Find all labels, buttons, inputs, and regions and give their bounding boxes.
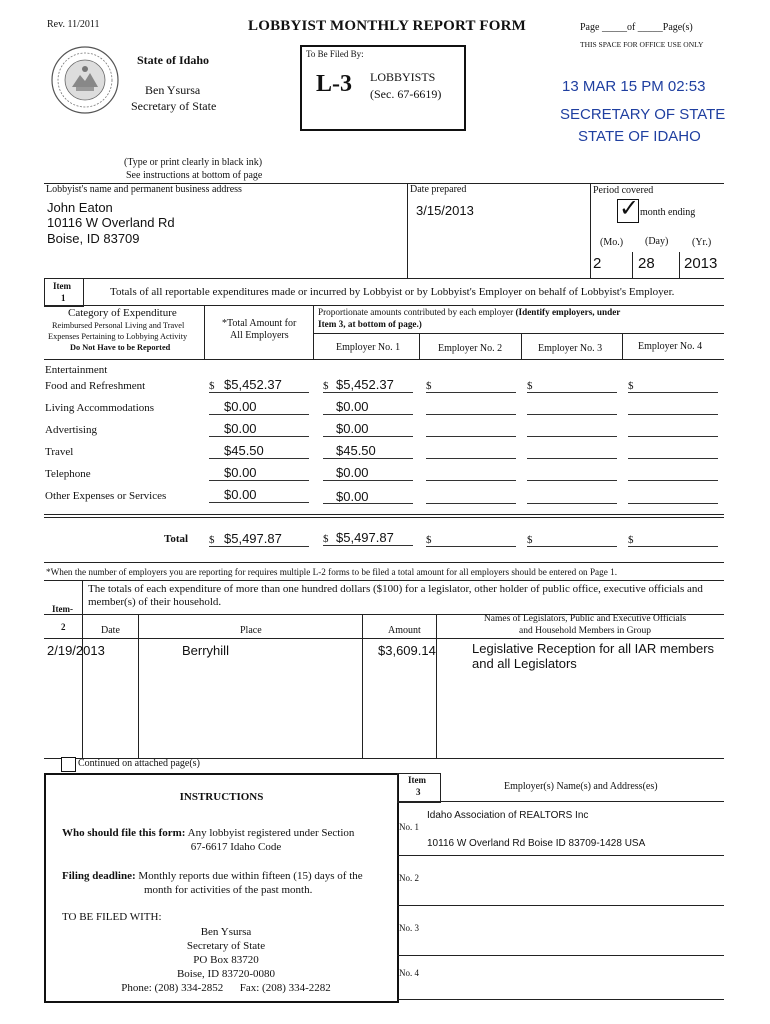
row-label: Telephone [45, 468, 91, 480]
reimbursed-note1: Reimbursed Personal Living and Travel [52, 321, 185, 330]
dollar-sign: $ [323, 533, 329, 545]
item1-box [44, 278, 84, 307]
employer1-value[interactable]: $45.50 [336, 443, 376, 458]
item2-label: Item- [52, 604, 73, 614]
item2-place[interactable]: Berryhill [182, 643, 229, 658]
deadline-text1: Monthly reports due within fifteen (15) days of the [138, 870, 363, 882]
item3-number: 3 [416, 787, 421, 797]
instructions-box [44, 773, 399, 1003]
employer-no3-label: No. 3 [399, 923, 419, 933]
form-title: LOBBYIST MONTHLY REPORT FORM [248, 18, 527, 34]
employer1-name[interactable]: Idaho Association of REALTORS Inc [427, 810, 589, 821]
lobbyist-address1[interactable]: 10116 W Overland Rd [47, 215, 175, 230]
continued-checkbox[interactable] [61, 757, 76, 772]
total-value[interactable]: $45.50 [224, 443, 264, 458]
row-entertainment-label: Entertainment [45, 364, 108, 376]
place-col-header: Place [240, 625, 262, 636]
item3-box [397, 773, 441, 803]
reimbursed-note3: Do Not Have to be Reported [70, 343, 171, 352]
employer-no1-label: No. 1 [399, 822, 419, 832]
proportionate-label [318, 307, 620, 317]
item2-heading2: member(s) of their household. [88, 596, 222, 608]
revision-label: Rev. 11/2011 [47, 19, 100, 30]
dollar-sign: $ [628, 380, 634, 392]
page-count-label: Page _____of _____Page(s) [580, 22, 693, 33]
official-title: Secretary of State [131, 99, 217, 113]
filing-address3: PO Box 83720 [193, 954, 259, 966]
to-be-filed-with: TO BE FILED WITH: [62, 911, 162, 923]
date-prepared[interactable]: 3/15/2013 [416, 203, 474, 218]
office-use-label: THIS SPACE FOR OFFICE USE ONLY [580, 40, 704, 49]
item2-heading1: The totals of each expenditure of more than one hundred dollars ($100) for a legislator, other holder of public office, executive officials and [88, 583, 703, 595]
row-label: Living Accommodations [45, 402, 155, 414]
filing-address1: Ben Ysursa [200, 926, 252, 938]
item2-date[interactable]: 2/19/2013 [47, 643, 105, 658]
yr-label: (Yr.) [692, 237, 712, 248]
total-value[interactable]: $5,452.37 [224, 377, 282, 392]
continued-label: Continued on attached page(s) [78, 758, 200, 769]
lobbyist-name[interactable]: John Eaton [47, 200, 113, 215]
names-col-header2: and Household Members in Group [519, 626, 651, 636]
month-ending-label: month ending [640, 207, 696, 218]
state-seal-icon [50, 45, 120, 115]
employer1-address[interactable]: 10116 W Overland Rd Boise ID 83709-1428 USA [427, 838, 646, 849]
date-prepared-label: Date prepared [410, 184, 467, 195]
who-text1: Any lobbyist registered under Section [187, 827, 355, 839]
employer1-value[interactable]: $0.00 [336, 489, 369, 504]
period-day[interactable]: 28 [638, 255, 655, 272]
employer-2-header: Employer No. 2 [438, 343, 503, 354]
item1-label: Item [53, 281, 71, 291]
item2-amount[interactable]: $3,609.14 [378, 643, 436, 658]
employer-4-header: Employer No. 4 [638, 341, 703, 352]
who-text2: 67-6617 Idaho Code [190, 841, 282, 853]
employer1-value[interactable]: $0.00 [336, 421, 369, 436]
dollar-sign: $ [209, 534, 215, 546]
dollar-sign: $ [323, 380, 329, 392]
item1-footnote: *When the number of employers you are reporting for requires multiple L-2 forms to be filed a total amount for all employers should be entered on Page 1. [46, 567, 617, 577]
employer-no2-label: No. 2 [399, 873, 419, 883]
form-section: (Sec. 67-6619) [370, 87, 442, 101]
proportionate-bold2: Item 3, at bottom of page.) [318, 319, 422, 329]
official-name: Ben Ysursa [145, 83, 201, 97]
item2-names2[interactable]: and all Legislators [472, 656, 577, 671]
row-label: Advertising [45, 424, 97, 436]
received-stamp-line2: STATE OF IDAHO [578, 128, 701, 145]
employer1-total[interactable]: $5,497.87 [336, 530, 394, 545]
category-label: Category of Expenditure [68, 307, 177, 319]
form-code-box [300, 45, 466, 131]
received-stamp-line1: SECRETARY OF STATE [560, 106, 726, 123]
check-icon: ✓ [619, 194, 640, 222]
item3-label: Item [408, 775, 426, 785]
mo-label: (Mo.) [600, 237, 624, 248]
day-label: (Day) [645, 236, 669, 247]
filing-deadline [62, 870, 363, 882]
to-be-filed-by-label: To Be Filed By: [306, 49, 364, 59]
employer-3-header: Employer No. 3 [538, 343, 603, 354]
deadline-label: Filing deadline: [62, 870, 136, 882]
total-value[interactable]: $0.00 [224, 487, 257, 502]
reimbursed-note2: Expenses Pertaining to Lobbying Activity [48, 332, 188, 341]
total-value[interactable]: $0.00 [224, 399, 257, 414]
total-value[interactable]: $0.00 [224, 465, 257, 480]
item2-names1[interactable]: Legislative Reception for all IAR members [472, 641, 715, 656]
month-ending-checkbox[interactable] [617, 194, 640, 223]
form-type: LOBBYISTS [370, 70, 436, 84]
amount-col-header: Amount [388, 625, 421, 636]
who-should-file [62, 827, 354, 839]
proportionate-bold1: (Identify employers, under [515, 307, 621, 317]
state-name: State of Idaho [137, 53, 210, 67]
date-col-header: Date [101, 625, 120, 636]
row-label: Food and Refreshment [45, 380, 146, 392]
filing-address4: Boise, ID 83720-0080 [176, 968, 276, 980]
see-instruction: See instructions at bottom of page [126, 170, 263, 181]
ink-instruction: (Type or print clearly in black ink) [124, 157, 263, 168]
dollar-sign: $ [527, 534, 533, 546]
deadline-text2: month for activities of the past month. [144, 884, 313, 896]
item2-number: 2 [61, 622, 66, 632]
employer1-value[interactable]: $5,452.37 [336, 377, 394, 392]
proportionate-text: Proportionate amounts contributed by each employer [318, 307, 514, 317]
dollar-sign: $ [628, 534, 634, 546]
received-stamp-datetime: 13 MAR 15 PM 02:53 [562, 78, 706, 95]
all-employers-label: All Employers [230, 330, 289, 341]
filing-phone-fax: Phone: (208) 334-2852 Fax: (208) 334-2282 [121, 982, 331, 994]
total-value[interactable]: $0.00 [224, 421, 257, 436]
item3-heading: Employer(s) Name(s) and Address(es) [504, 781, 658, 792]
grand-total[interactable]: $5,497.87 [224, 531, 282, 546]
dollar-sign: $ [426, 534, 432, 546]
who-label: Who should file this form: [62, 827, 186, 839]
total-amount-label: *Total Amount for [222, 318, 297, 329]
instructions-title: INSTRUCTIONS [179, 791, 264, 803]
employer-no4-label: No. 4 [399, 968, 419, 978]
lobbyist-address2[interactable]: Boise, ID 83709 [47, 231, 140, 246]
row-label: Travel [45, 446, 74, 458]
item1-number: 1 [61, 293, 66, 303]
employer1-value[interactable]: $0.00 [336, 465, 369, 480]
form-code: L-3 [316, 71, 352, 97]
total-label: Total [164, 533, 189, 545]
employer1-value[interactable]: $0.00 [336, 399, 369, 414]
filing-address2: Secretary of State [186, 940, 266, 952]
period-covered-label: Period covered [593, 185, 654, 196]
item1-heading: Totals of all reportable expenditures made or incurred by Lobbyist or by Lobbyist's Employer on behalf of Lobbyist's Employer. [110, 286, 675, 298]
dollar-sign: $ [209, 380, 215, 392]
period-year[interactable]: 2013 [684, 255, 718, 272]
dollar-sign: $ [426, 380, 432, 392]
lobbyist-label: Lobbyist's name and permanent business address [46, 184, 242, 195]
employer-1-header: Employer No. 1 [336, 342, 401, 353]
dollar-sign: $ [527, 380, 533, 392]
period-month[interactable]: 2 [593, 255, 602, 272]
row-label: Other Expenses or Services [45, 490, 167, 502]
names-col-header1: Names of Legislators, Public and Executive Officials [483, 614, 687, 624]
